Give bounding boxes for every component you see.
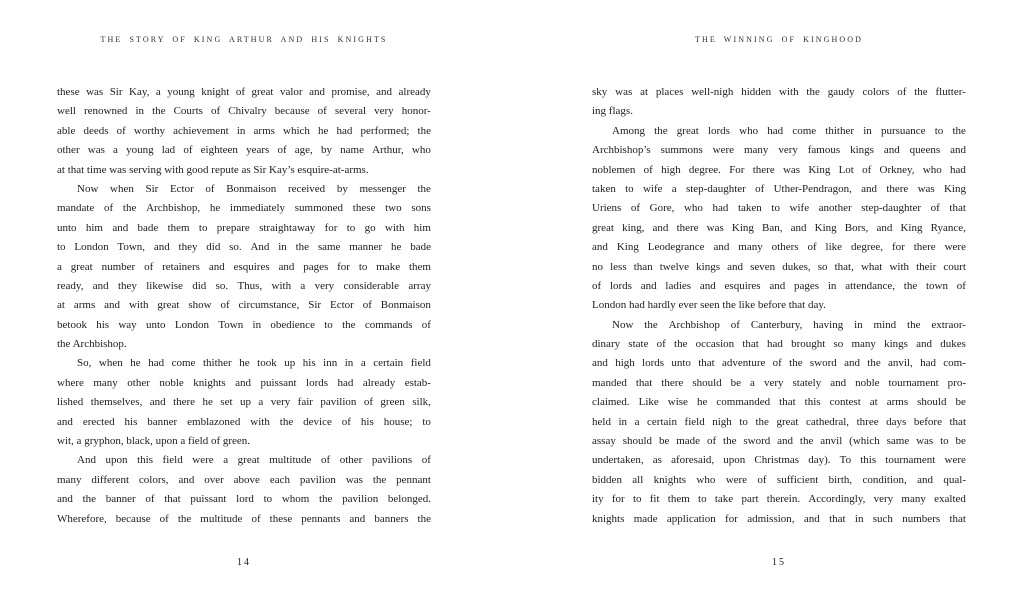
- text-line: And upon this field were a great multitude of other pavilions of: [77, 454, 431, 467]
- right-page: [512, 0, 1024, 605]
- text-line: bidden all knights who were of sufficient birth, condition, and qual-: [592, 473, 966, 486]
- text-line: assay should be made of the sword and the anvil (which same was to be: [592, 435, 966, 448]
- text-line: Uriens of Gore, who had taken to wife another step-daughter of that: [592, 202, 966, 215]
- text-line: and the banner of that puissant lord to whom the pavilion belonged.: [57, 493, 431, 506]
- text-line: ing flags.: [592, 105, 633, 118]
- text-line: a great number of retainers and esquires and pages for to make them: [57, 260, 431, 273]
- text-line: other was a young lad of eighteen years of age, by name Arthur, who: [57, 144, 431, 157]
- text-line: these was Sir Kay, a young knight of great valor and promise, and already: [57, 86, 431, 98]
- running-header-right: THE WINNING OF KINGHOOD: [694, 35, 864, 44]
- text-line: and high lords unto that adventure of the sword and the anvil, had com-: [592, 357, 966, 370]
- text-line: wit, a gryphon, black, upon a field of green.: [57, 435, 251, 448]
- text-line: lished themselves, and there he set up a very fair pavilion of green silk,: [57, 396, 431, 409]
- text-line: no less than twelve kings and seven dukes, so that, what with their court: [592, 260, 966, 273]
- text-line: London had hardly ever seen the like before that day.: [592, 299, 826, 312]
- text-line: at that time was serving with good repute as Sir Kay’s esquire-at-arms.: [57, 163, 369, 176]
- text-line: sky was at places well-nigh hidden with the gaudy colors of the flutter-: [592, 86, 966, 98]
- page-number-right: 15: [772, 557, 786, 568]
- text-line: Now the Archbishop of Canterbury, having in mind the extraor-: [612, 318, 966, 331]
- text-line: well renowned in the Courts of Chivalry because of several very honor-: [57, 105, 431, 118]
- text-line: the Archbishop.: [57, 338, 127, 351]
- text-line: great king, and there was King Ban, and King Bors, and King Ryance,: [592, 221, 966, 234]
- text-line: betook his way unto London Town in obedience to the commands of: [57, 318, 431, 331]
- text-line: where many other noble knights and puissant lords had already estab-: [57, 376, 431, 389]
- running-header-left: THE STORY OF KING ARTHUR AND HIS KNIGHTS: [100, 35, 388, 44]
- text-line: and King Leodegrance and many others of like degree, for there were: [592, 241, 966, 254]
- text-line: Now when Sir Ector of Bonmaison received by messenger the: [77, 182, 431, 195]
- text-line: to London Town, and they did so. And in the same manner he bade: [57, 241, 431, 254]
- text-line: Wherefore, because of the multitude of these pennants and banners the: [57, 512, 431, 525]
- text-line: dinary state of the occasion that had brought so many kings and dukes: [592, 338, 966, 351]
- text-line: mandate of the Archbishop, he immediately summoned these two sons: [57, 202, 431, 215]
- text-line: So, when he had come thither he took up his inn in a certain field: [77, 357, 431, 370]
- text-line: Among the great lords who had come thither in pursuance to the: [612, 124, 966, 137]
- text-line: and erected his banner emblazoned with the device of his house; to: [57, 415, 431, 428]
- text-line: held in a certain field nigh to the great cathedral, three days before that: [592, 415, 966, 428]
- text-line: ready, and they likewise did so. Thus, with a very considerable array: [57, 279, 431, 292]
- page-number-left: 14: [237, 557, 251, 568]
- text-line: manded that there should be a very stately and noble tournament pro-: [592, 376, 966, 389]
- text-line: noblemen of high degree. For there was King Lot of Orkney, who had: [592, 163, 966, 176]
- text-line: Archbishop’s summons were many very famous kings and queens and: [592, 144, 966, 157]
- text-line: many different colors, and over above each pavilion was the pennant: [57, 473, 431, 486]
- text-line: able deeds of worthy achievement in arms which he had performed; the: [57, 124, 431, 137]
- page-text-right: [592, 83, 966, 529]
- text-line: claimed. Like wise he commanded that this contest at arms should be: [592, 396, 966, 409]
- text-line: ity for to fit them to take part therein. Accordingly, very many exalted: [592, 493, 966, 506]
- page-text-left: [57, 83, 431, 529]
- text-line: knights made application for admission, and that in such numbers that: [592, 512, 966, 525]
- text-line: unto him and bade them to prepare straightaway for to go with him: [57, 221, 431, 234]
- text-line: undertaken, as aforesaid, upon Christmas day). To this tournament were: [592, 454, 966, 467]
- text-line: taken to wife a step-daughter of Uther-Pendragon, and there was King: [592, 182, 966, 195]
- text-line: at arms and with great show of circumstance, Sir Ector of Bonmaison: [57, 299, 431, 312]
- text-line: of lords and ladies and esquires and pages in attendance, the town of: [592, 279, 966, 292]
